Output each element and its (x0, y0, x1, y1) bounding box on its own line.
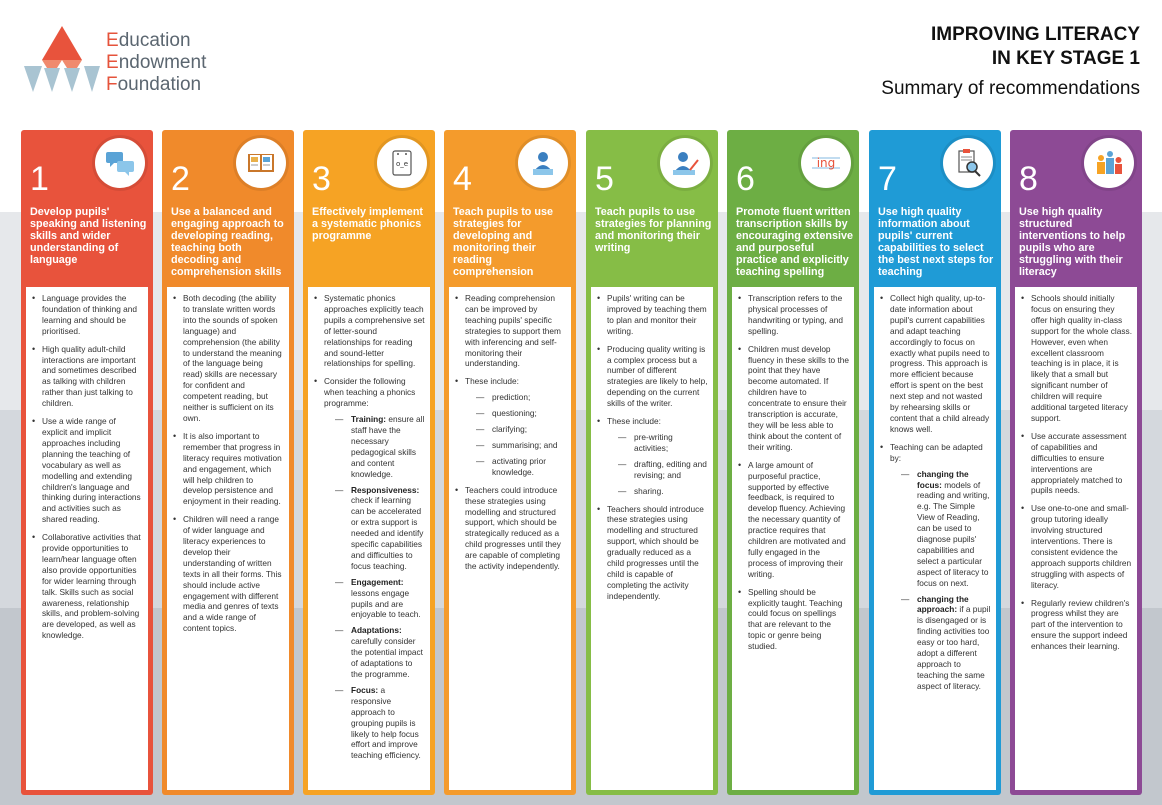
bullet-text: These include: (465, 376, 519, 387)
recommendation-number: 5 (595, 160, 614, 198)
org-name-line3: Foundation (106, 74, 202, 95)
recommendation-body (591, 287, 713, 790)
bullet-text: Consider the following when teaching a phonics programme: (324, 376, 416, 409)
sub-point-text: check if learning can be accelerated or extra support is needed and identify specific capabilities and difficulties to focus teaching. (351, 495, 424, 571)
bullet-point: • Language provides the foundation of thinking and learning and should be prioritised. (31, 293, 143, 337)
phonics-card-icon (377, 138, 427, 188)
bullet-point: • Both decoding (the ability to translate written words into the sounds of spoken language) and comprehension (the ability to understand the meaning of the language being read) skills are necessary for confident and competent reading, but neither is sufficient on its own. (172, 293, 284, 424)
bullet-point: • Use accurate assessment of capabilities and difficulties to ensure interventions are appropriately matched to pupils needs. (1020, 431, 1132, 496)
sub-point-text: models of reading and writing, e.g. The Simple View of Reading, can be used to diagnose pupils' capabilities and select a particular aspect of literacy to focus on next. (917, 479, 990, 588)
sub-point-label: changing the approach: (917, 593, 969, 615)
bullet-point: • Children must develop fluency in these skills to the point that they have become automated. If children have to concentrate to ensure their transcription is accurate, they will be less able to think about the content of their writing. (737, 344, 849, 453)
ing-text: ing (816, 156, 836, 170)
bullet-point: • It is also important to remember that progress in literacy requires motivation and engagement, which will help children to develop persistence and enjoyment in their reading. (172, 431, 284, 507)
bullet-point: • A large amount of purposeful practice, supported by effective feedback, is required to develop fluency. Achieving the necessary quantity of practice requires that children are motivated and fully engaged in the process of improving their writing. (737, 460, 849, 580)
bullet-point: • Use one-to-one and small-group tutoring ideally involving structured interventions. There is consistent evidence the approach supports children struggling with aspects of literacy. (1020, 503, 1132, 590)
org-name-line1: Education (106, 30, 191, 51)
recommendation-7 (869, 130, 1001, 795)
recommendation-body (449, 287, 571, 790)
recommendation-1 (21, 130, 153, 795)
recommendation-number: 6 (736, 160, 755, 198)
sub-point-text: if a pupil is disengaged or is finding activities too easy or too hard, adopt a different approach to teaching the same aspect of literacy. (917, 604, 991, 691)
clipboard-magnifier-icon (943, 138, 993, 188)
sub-point (324, 685, 425, 761)
recommendation-3 (303, 130, 435, 795)
sub-point-text: a responsive approach to grouping pupils is likely to help focus effort and improve teaching efficiency. (351, 684, 421, 761)
sub-point: — questioning; (465, 408, 566, 419)
recommendation-number: 3 (312, 160, 331, 198)
group-support-icon (1084, 138, 1134, 188)
recommendation-title: Use high quality information about pupils' current capabilities to select the best next steps for teaching (878, 206, 994, 278)
bullet-point: • Pupils' writing can be improved by teaching them to plan and monitor their writing. (596, 293, 708, 337)
recommendation-5 (586, 130, 718, 795)
bullet-point: • High quality adult-child interactions are important and sometimes described as talking with children rather than just talking to children. (31, 344, 143, 409)
sub-point: — summarising; and (465, 440, 566, 451)
recommendation-body (732, 287, 854, 790)
recommendation-title: Use high quality structured interventions to help pupils who are struggling with their literacy (1019, 206, 1126, 278)
reader-icon (518, 138, 568, 188)
bullet-point: • Reading comprehension can be improved by teaching pupils' specific strategies to support them with inferencing and self-monitoring their understanding. (454, 293, 566, 369)
recommendation-title: Develop pupils' speaking and listening skills and wider understanding of language (30, 206, 147, 266)
bullet-point (879, 442, 991, 692)
recommendation-body (167, 287, 289, 790)
bullet-point: • Collaborative activities that provide opportunities to learn/hear language often also provide opportunities for wider learning through talk. Skills such as social awareness, relationship skills, and problem-solving are developed, as well as knowledge. (31, 532, 143, 641)
bullet-point: • Spelling should be explicitly taught. Teaching could focus on spellings that are relevant to the topic or genre being studied. (737, 587, 849, 652)
bullet-point (313, 376, 425, 761)
bullet-point: • Schools should initially focus on ensuring they offer high quality in-class support for the whole class. However, even when excellent classroom teaching is in place, it is likely that a small but significant number of children will require additional targeted literacy support. (1020, 293, 1132, 424)
recommendation-6 (727, 130, 859, 795)
recommendation-2 (162, 130, 294, 795)
recommendation-number: 2 (171, 160, 190, 198)
sub-point-label: Responsiveness: (351, 484, 420, 495)
sub-point (324, 625, 425, 680)
recommendation-4 (444, 130, 576, 795)
page-title-line1: IMPROVING LITERACY (930, 24, 1140, 45)
sub-point (890, 469, 991, 589)
recommendation-number: 4 (453, 160, 472, 198)
bullet-point: • Collect high quality, up-to-date information about pupil's current capabilities and adapt teaching accordingly to focus on exactly what pupils need to progress. This approach is more efficient because effort is spent on the best next step and not wasted by rehearsing skills or content that a child already knows well. (879, 293, 991, 435)
bullet-point: • Regularly review children's progress whilst they are part of the intervention to ensure the support indeed enhances their learning. (1020, 598, 1132, 653)
page-title (931, 23, 1140, 71)
sub-point-label: changing the focus: (917, 468, 969, 490)
recommendation-body (1015, 287, 1137, 790)
sub-point (324, 577, 425, 621)
org-name (106, 30, 206, 96)
bullet-text: Teaching can be adapted by: (890, 441, 983, 463)
bullet-point: • Teachers could introduce these strategies using modelling and structured support, which should be strategically reduced as a child progresses until they are capable of completing the activity independently. (454, 485, 566, 572)
recommendation-8 (1010, 130, 1142, 795)
sub-point-text: carefully consider the potential impact of adaptations to the programme. (351, 636, 423, 679)
page-subtitle: Summary of recommendations (881, 78, 1140, 99)
bullet-point (596, 416, 708, 496)
sub-point: — activating prior knowledge. (465, 456, 566, 478)
recommendation-title: Promote fluent written transcription skills by encouraging extensive and purposeful practice and explicitly teaching spelling (736, 206, 854, 278)
sub-point-label: Training: (351, 414, 387, 425)
bullet-point: • Teachers should introduce these strategies using modelling and structured support, which should be gradually reduced as a child progresses until the child is capable of completing the activity independently. (596, 504, 708, 602)
bullet-point: • Transcription refers to the physical processes of handwriting or typing, and spelling. (737, 293, 849, 337)
org-name-line2: Endowment (106, 52, 207, 73)
sub-point: — clarifying; (465, 424, 566, 435)
bullet-point: • Producing quality writing is a complex process but a number of different strategies are likely to help, depending on the current skills of the writer. (596, 344, 708, 409)
bullet-point (454, 376, 566, 477)
speech-bubbles-icon (95, 138, 145, 188)
recommendation-title: Effectively implement a systematic phonics programme (312, 206, 424, 242)
recommendation-title: Use a balanced and engaging approach to developing reading, teaching both decoding and comprehension skills (171, 206, 284, 278)
sub-point-text: lessons engage pupils and are enjoyable to teach. (351, 587, 421, 620)
bullet-point: • Use a wide range of explicit and implicit approaches including planning the teaching of vocabulary as well as modelling and extending children's language and thinking during interactions and activities such as shared reading. (31, 416, 143, 525)
sub-point: — sharing. (607, 486, 708, 497)
sub-point (890, 594, 991, 692)
bullet-point: • Children will need a range of wider language and literacy experiences to develop their understanding of written texts in all their forms. This should include active engagement with different media and genres of texts and a wide range of content topics. (172, 514, 284, 634)
sub-point: — prediction; (465, 392, 566, 403)
recommendation-body (26, 287, 148, 790)
eef-logo-icon (22, 24, 102, 96)
sub-point-label: Focus: (351, 684, 379, 695)
sub-point-label: Adaptations: (351, 625, 402, 636)
recommendation-body (308, 287, 430, 790)
recommendation-number: 1 (30, 160, 49, 198)
recommendation-title: Teach pupils to use strategies for developing and monitoring their reading comprehension (453, 206, 553, 278)
bullet-text: These include: (607, 416, 661, 427)
open-book-icon (236, 138, 286, 188)
recommendation-number: 8 (1019, 160, 1038, 198)
svg-text:o_e: o_e (395, 160, 409, 168)
sub-point-text: ensure all staff have the necessary pedagogical skills and content knowledge. (351, 414, 425, 479)
recommendation-number: 7 (878, 160, 897, 198)
sub-point: — drafting, editing and revising; and (607, 459, 708, 481)
bullet-point: • Systematic phonics approaches explicitly teach pupils a comprehensive set of letter-sound relationships for reading and sound-letter relationships for spelling. (313, 293, 425, 369)
sub-point: — pre-writing activities; (607, 432, 708, 454)
page-title-line2: IN KEY STAGE 1 (991, 48, 1140, 69)
ing-handwriting-icon (801, 138, 851, 188)
sub-point-label: Engagement: (351, 576, 404, 587)
recommendation-body (874, 287, 996, 790)
writer-icon (660, 138, 710, 188)
sub-point (324, 485, 425, 572)
sub-point (324, 414, 425, 479)
recommendation-title: Teach pupils to use strategies for planning and monitoring their writing (595, 206, 712, 254)
